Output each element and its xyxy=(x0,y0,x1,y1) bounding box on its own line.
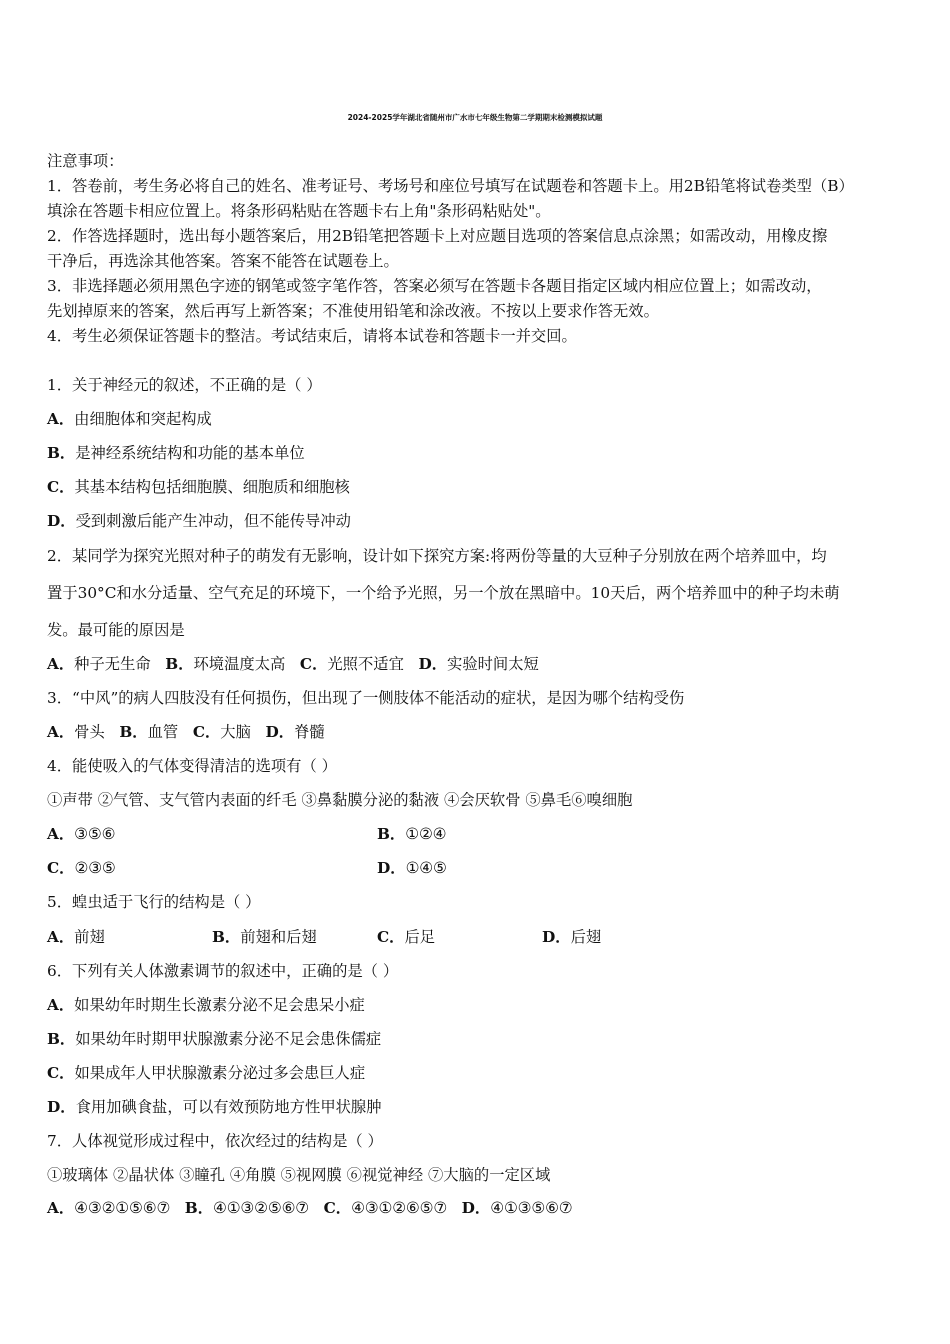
option-label: B． xyxy=(165,655,194,673)
option-label: A． xyxy=(47,723,75,741)
question-7-stem: 7．人体视觉形成过程中，依次经过的结构是（ ） xyxy=(47,1132,383,1150)
option-label: B． xyxy=(47,444,76,462)
option-label: A． xyxy=(47,1199,75,1217)
notice-line: 4．考生必须保证答题卡的整洁。考试结束后，请将本试卷和答题卡一并交回。 xyxy=(47,327,577,345)
option-label: D． xyxy=(418,655,448,673)
option-text: 如果成年人甲状腺激素分泌过多会患巨人症 xyxy=(74,1064,366,1082)
notice-line: 3．非选择题必须用黑色字迹的钢笔或签字笔作答，答案必须写在答题卡各题目指定区域内相应位置上；如需改动， xyxy=(47,277,822,295)
notice-line: 干净后，再选涂其他答案。答案不能答在试题卷上。 xyxy=(47,252,399,270)
option-text: 由细胞体和突起构成 xyxy=(74,410,212,428)
option-label: C． xyxy=(323,1199,352,1217)
option-label: D． xyxy=(461,1199,491,1217)
question-4-option-c xyxy=(47,858,116,878)
option-text: ④③①②⑥⑤⑦ xyxy=(351,1199,448,1217)
notice-line: 先划掉原来的答案，然后再写上新答案；不准使用铅笔和涂改液。不按以上要求作答无效。 xyxy=(47,302,659,320)
option-label: A． xyxy=(47,996,75,1014)
question-1-option-c xyxy=(47,477,350,497)
question-5-stem: 5．蝗虫适于飞行的结构是（ ） xyxy=(47,893,261,911)
option-text: 环境温度太高 xyxy=(193,655,286,673)
option-label: C． xyxy=(47,1064,75,1082)
question-6-stem: 6．下列有关人体激素调节的叙述中，正确的是（ ） xyxy=(47,962,399,980)
question-5-option-d xyxy=(542,927,601,947)
option-label: B． xyxy=(212,928,241,946)
option-text: 是神经系统结构和功能的基本单位 xyxy=(75,444,305,462)
question-7-items: ①玻璃体 ②晶状体 ③瞳孔 ④角膜 ⑤视网膜 ⑥视觉神经 ⑦大脑的一定区域 xyxy=(47,1166,551,1184)
option-text: 食用加碘食盐，可以有效预防地方性甲状腺肿 xyxy=(75,1098,382,1116)
notice-line: 1．答卷前，考生务必将自己的姓名、准考证号、考场号和座位号填写在试题卷和答题卡上。用2B铅笔将试卷类型（B） xyxy=(47,177,854,195)
option-label: C． xyxy=(47,478,75,496)
question-4-items: ①声带 ②气管、支气管内表面的纤毛 ③鼻黏膜分泌的黏液 ④会厌软骨 ⑤鼻毛⑥嗅细胞 xyxy=(47,791,633,809)
option-text: ③⑤⑥ xyxy=(74,825,116,843)
option-text: 后翅 xyxy=(570,928,602,946)
option-label: D． xyxy=(377,859,406,877)
option-text: ①④⑤ xyxy=(405,859,447,877)
option-text: ②③⑤ xyxy=(74,859,116,877)
option-label: C． xyxy=(192,723,221,741)
question-3-stem: 3．“中风”的病人四肢没有任何损伤，但出现了一侧肢体不能活动的症状，是因为哪个结构受伤 xyxy=(47,689,685,707)
question-5-option-c xyxy=(377,927,435,947)
question-2-options xyxy=(47,654,539,674)
question-6-option-b xyxy=(47,1029,381,1049)
option-text: ④①③⑤⑥⑦ xyxy=(490,1199,573,1217)
option-text: ④①③②⑤⑥⑦ xyxy=(213,1199,309,1217)
option-label: A． xyxy=(47,825,75,843)
question-1-option-b xyxy=(47,443,305,463)
option-label: D． xyxy=(542,928,571,946)
question-4-option-d xyxy=(377,858,447,878)
question-4-option-b xyxy=(377,824,446,844)
option-label: C． xyxy=(299,655,328,673)
option-text: ④③②①⑤⑥⑦ xyxy=(74,1199,171,1217)
question-1-option-a xyxy=(47,409,212,429)
question-3-options xyxy=(47,722,325,742)
option-text: 光照不适宜 xyxy=(327,655,404,673)
question-1-option-d xyxy=(47,511,351,531)
question-5-option-b xyxy=(212,927,317,947)
option-text: 如果幼年时期甲状腺激素分泌不足会患侏儒症 xyxy=(75,1030,382,1048)
option-text: 受到刺激后能产生冲动，但不能传导冲动 xyxy=(75,512,351,530)
option-text: 后足 xyxy=(404,928,436,946)
question-5-option-a xyxy=(47,927,105,947)
notice-line: 2．作答选择题时，选出每小题答案后，用2B铅笔把答题卡上对应题目选项的答案信息点涂黑；如需改动，用橡皮擦 xyxy=(47,227,828,245)
option-label: A． xyxy=(47,410,75,428)
notice-line: 填涂在答题卡相应位置上。将条形码粘贴在答题卡右上角"条形码粘贴处"。 xyxy=(47,202,551,220)
option-text: 血管 xyxy=(147,723,179,741)
option-label: A． xyxy=(47,928,75,946)
question-2-stem-line: 2．某同学为探究光照对种子的萌发有无影响，设计如下探究方案:将两份等量的大豆种子分别放在两个培养皿中，均 xyxy=(47,547,827,565)
option-label: B． xyxy=(377,825,406,843)
question-2-stem-line: 发。最可能的原因是 xyxy=(47,621,185,639)
option-text: 骨头 xyxy=(74,723,105,741)
option-label: B． xyxy=(119,723,148,741)
question-4-stem: 4．能使吸入的气体变得清洁的选项有（ ） xyxy=(47,757,337,775)
option-text: 实验时间太短 xyxy=(447,655,539,673)
option-label: A． xyxy=(47,655,75,673)
option-text: 如果幼年时期生长激素分泌不足会患呆小症 xyxy=(74,996,365,1014)
option-label: D． xyxy=(47,512,76,530)
option-label: D． xyxy=(47,1098,76,1116)
option-text: 种子无生命 xyxy=(74,655,151,673)
option-text: 脊髓 xyxy=(294,723,325,741)
question-2-stem-line: 置于30°C和水分适量、空气充足的环境下，一个给予光照，另一个放在黑暗中。10天后，两个培养皿中的种子均未萌 xyxy=(47,584,840,602)
option-label: D． xyxy=(265,723,295,741)
page-title: 2024-2025学年湖北省随州市广水市七年级生物第二学期期末检测模拟试题 xyxy=(347,113,603,122)
question-7-options xyxy=(47,1198,573,1218)
notice-heading: 注意事项： xyxy=(47,152,124,170)
question-6-option-a xyxy=(47,995,365,1015)
question-6-option-c xyxy=(47,1063,365,1083)
option-label: C． xyxy=(47,859,75,877)
question-6-option-d xyxy=(47,1097,382,1117)
option-label: C． xyxy=(377,928,405,946)
option-label: B． xyxy=(47,1030,76,1048)
question-1-stem: 1．关于神经元的叙述，不正确的是（ ） xyxy=(47,376,322,394)
question-4-option-a xyxy=(47,824,115,844)
option-text: 前翅 xyxy=(74,928,105,946)
option-text: 大脑 xyxy=(220,723,251,741)
option-label: B． xyxy=(184,1199,213,1217)
option-text: 其基本结构包括细胞膜、细胞质和细胞核 xyxy=(74,478,350,496)
option-text: 前翅和后翅 xyxy=(240,928,317,946)
option-text: ①②④ xyxy=(405,825,447,843)
